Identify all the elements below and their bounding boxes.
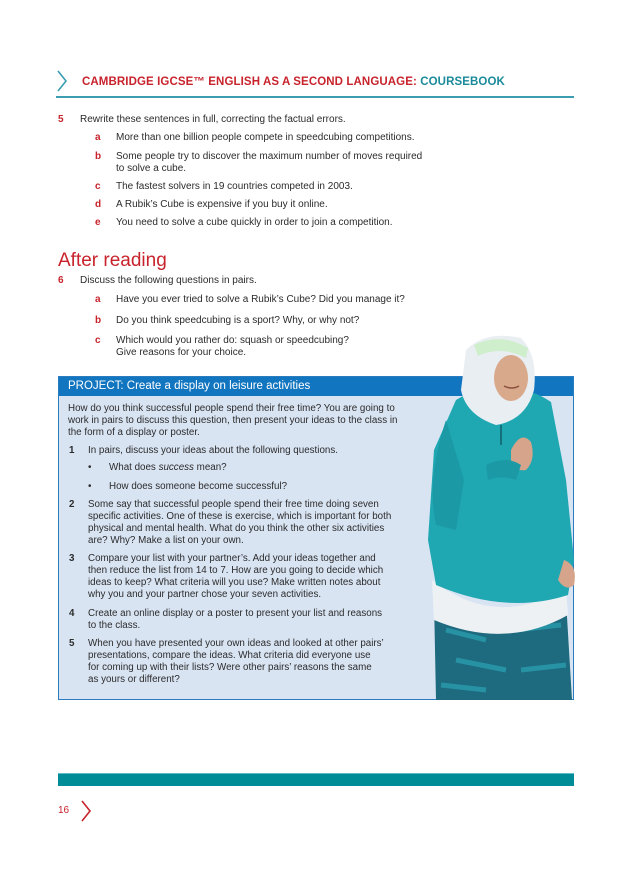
item-text: Do you think speedcubing is a sport? Why, or why not? (116, 315, 360, 326)
item-letter: b (95, 315, 102, 326)
step-text: Compare your list with your partner’s. Add your ideas together and (88, 553, 376, 564)
item-text: The fastest solvers in 19 countries competed in 2003. (116, 181, 353, 192)
chevron-right-icon (56, 70, 68, 92)
bullet-pre: What does (109, 462, 159, 473)
item-letter: a (95, 294, 101, 305)
chevron-right-icon (80, 800, 92, 822)
bullet-emphasis: success (158, 462, 194, 473)
step-text: are? Why? Make a list on your own. (88, 535, 244, 546)
bullet-dot: • (88, 481, 92, 492)
step-text: as yours or different? (88, 674, 180, 685)
running-header (56, 68, 574, 98)
bullet-text (109, 462, 227, 475)
step-text: physical and mental health. What do you think the other six activities (88, 523, 385, 534)
step-text: presentations, compare the ideas. What criteria did everyone use (88, 650, 371, 661)
item-letter: b (95, 151, 102, 162)
step-text: specific activities. One of these is exercise, which is important for both (88, 511, 392, 522)
item-letter: c (95, 181, 101, 192)
exercise-number: 6 (58, 275, 64, 286)
exercise-instruction: Rewrite these sentences in full, correcting the factual errors. (80, 114, 346, 125)
step-number: 5 (69, 638, 75, 649)
step-text: When you have presented your own ideas and looked at other pairs’ (88, 638, 384, 649)
item-text: to solve a cube. (116, 163, 187, 174)
project-intro-line: work in pairs to discuss this question, then present your ideas to the class in (68, 415, 398, 426)
item-letter: e (95, 217, 101, 228)
project-intro-line: the form of a display or poster. (68, 427, 200, 438)
step-number: 1 (69, 445, 75, 456)
item-text: Which would you rather do: squash or speedcubing? (116, 335, 349, 346)
step-number: 4 (69, 608, 75, 619)
item-letter: a (95, 132, 101, 143)
item-text: You need to solve a cube quickly in order to join a competition. (116, 217, 393, 228)
project-intro-line: How do you think successful people spend their free time? You are going to (68, 403, 395, 414)
exercise-number: 5 (58, 114, 64, 125)
step-text: why you and your partner chose your seven activities. (88, 589, 322, 600)
page-number: 16 (58, 805, 70, 816)
bullet-dot: • (88, 462, 92, 473)
step-text: to the class. (88, 620, 141, 631)
item-text: Give reasons for your choice. (116, 347, 247, 358)
step-text: then reduce the list from 14 to 7. How are you going to decide which (88, 565, 384, 576)
step-number: 2 (69, 499, 75, 510)
book-title-accent: COURSEBOOK (420, 76, 505, 88)
bullet-text: How does someone become successful? (109, 481, 288, 492)
item-letter: c (95, 335, 101, 346)
step-text: Some say that successful people spend their free time doing seven (88, 499, 379, 510)
item-letter: d (95, 199, 102, 210)
step-text: In pairs, discuss your ideas about the following questions. (88, 445, 338, 456)
section-heading: After reading (58, 250, 167, 271)
footer-bar (58, 773, 574, 786)
item-text: Some people try to discover the maximum number of moves required (116, 151, 423, 162)
project-title: PROJECT: Create a display on leisure activities (68, 380, 311, 392)
exercise-instruction: Discuss the following questions in pairs. (80, 275, 257, 286)
book-title (82, 76, 505, 88)
item-text: More than one billion people compete in speedcubing competitions. (116, 132, 415, 143)
bullet-post: mean? (193, 462, 227, 473)
book-title-main: CAMBRIDGE IGCSE™ ENGLISH AS A SECOND LANGUAGE: (82, 76, 421, 88)
item-text: A Rubik’s Cube is expensive if you buy it online. (116, 199, 328, 210)
step-text: for coming up with their lists? Were other pairs’ reasons the same (88, 662, 372, 673)
step-text: ideas to keep? What criteria will you use? Make written notes about (88, 577, 381, 588)
step-number: 3 (69, 553, 75, 564)
item-text: Have you ever tried to solve a Rubik’s Cube? Did you manage it? (116, 294, 405, 305)
step-text: Create an online display or a poster to present your list and reasons (88, 608, 383, 619)
runner-photo (426, 330, 576, 700)
